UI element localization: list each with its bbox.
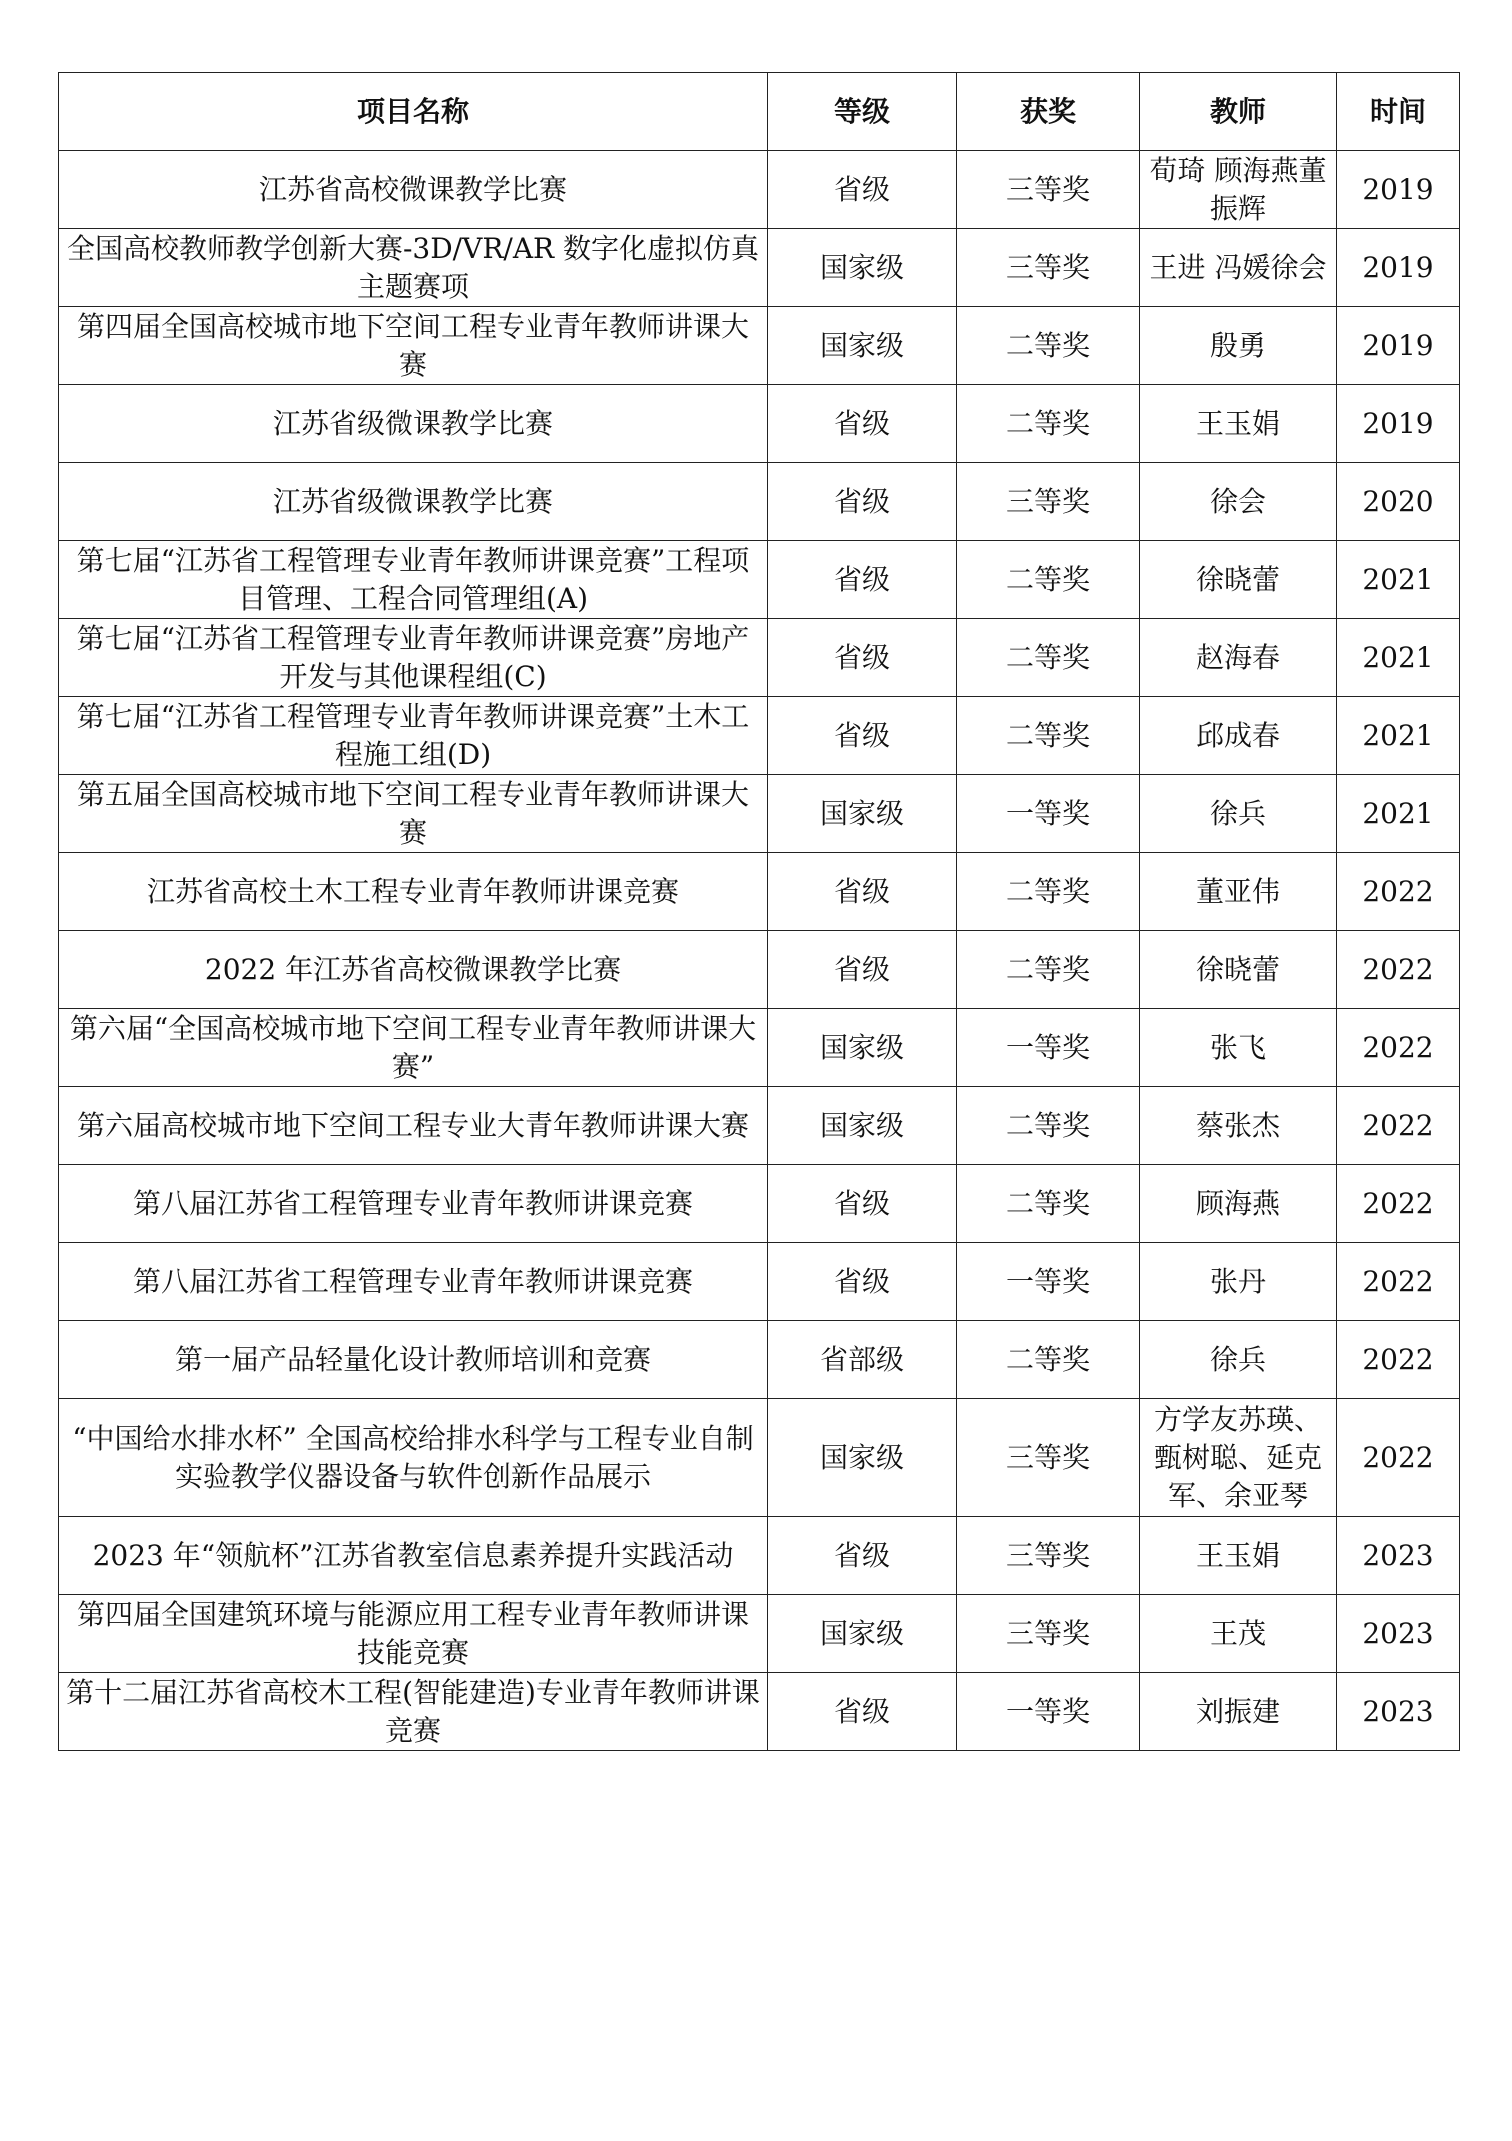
cell-year: 2019 xyxy=(1337,385,1460,463)
cell-year: 2019 xyxy=(1337,151,1460,229)
cell-teacher: 徐兵 xyxy=(1140,775,1337,853)
cell-project-name: 第四届全国高校城市地下空间工程专业青年教师讲课大赛 xyxy=(59,307,768,385)
table-row xyxy=(59,931,1460,1009)
cell-year: 2023 xyxy=(1337,1517,1460,1595)
cell-year: 2022 xyxy=(1337,1009,1460,1087)
header-level: 等级 xyxy=(768,73,957,151)
cell-year: 2022 xyxy=(1337,1321,1460,1399)
table-row xyxy=(59,619,1460,697)
cell-teacher: 殷勇 xyxy=(1140,307,1337,385)
cell-level: 国家级 xyxy=(768,1087,957,1165)
cell-project-name: 江苏省高校土木工程专业青年教师讲课竞赛 xyxy=(59,853,768,931)
cell-project-name: 第七届“江苏省工程管理专业青年教师讲课竞赛”土木工程施工组(D) xyxy=(59,697,768,775)
header-year: 时间 xyxy=(1337,73,1460,151)
table-row xyxy=(59,775,1460,853)
cell-teacher: 荀琦 顾海燕董振辉 xyxy=(1140,151,1337,229)
cell-teacher: 王玉娟 xyxy=(1140,1517,1337,1595)
cell-teacher: 徐兵 xyxy=(1140,1321,1337,1399)
cell-award: 二等奖 xyxy=(957,385,1140,463)
cell-award: 一等奖 xyxy=(957,1243,1140,1321)
cell-level: 省级 xyxy=(768,853,957,931)
cell-project-name: 第七届“江苏省工程管理专业青年教师讲课竞赛”工程项目管理、工程合同管理组(A) xyxy=(59,541,768,619)
table-row xyxy=(59,1595,1460,1673)
table-row xyxy=(59,697,1460,775)
cell-award: 二等奖 xyxy=(957,541,1140,619)
cell-teacher: 张丹 xyxy=(1140,1243,1337,1321)
cell-teacher: 王玉娟 xyxy=(1140,385,1337,463)
cell-project-name: 江苏省高校微课教学比赛 xyxy=(59,151,768,229)
cell-year: 2022 xyxy=(1337,853,1460,931)
cell-award: 三等奖 xyxy=(957,1399,1140,1517)
cell-level: 国家级 xyxy=(768,1009,957,1087)
cell-teacher: 王茂 xyxy=(1140,1595,1337,1673)
cell-level: 国家级 xyxy=(768,1595,957,1673)
cell-teacher: 董亚伟 xyxy=(1140,853,1337,931)
cell-year: 2023 xyxy=(1337,1595,1460,1673)
cell-award: 一等奖 xyxy=(957,775,1140,853)
cell-year: 2019 xyxy=(1337,229,1460,307)
cell-award: 二等奖 xyxy=(957,1321,1140,1399)
cell-project-name: 全国高校教师教学创新大赛-3D/VR/AR 数字化虚拟仿真主题赛项 xyxy=(59,229,768,307)
table-row xyxy=(59,1243,1460,1321)
cell-project-name: 第五届全国高校城市地下空间工程专业青年教师讲课大赛 xyxy=(59,775,768,853)
cell-project-name: 江苏省级微课教学比赛 xyxy=(59,463,768,541)
table-header-row xyxy=(59,73,1460,151)
cell-award: 三等奖 xyxy=(957,1517,1140,1595)
cell-project-name: “中国给水排水杯” 全国高校给排水科学与工程专业自制实验教学仪器设备与软件创新作品展示 xyxy=(59,1399,768,1517)
cell-level: 省部级 xyxy=(768,1321,957,1399)
cell-teacher: 张飞 xyxy=(1140,1009,1337,1087)
cell-project-name: 2022 年江苏省高校微课教学比赛 xyxy=(59,931,768,1009)
cell-year: 2022 xyxy=(1337,931,1460,1009)
cell-teacher: 蔡张杰 xyxy=(1140,1087,1337,1165)
cell-level: 省级 xyxy=(768,541,957,619)
cell-year: 2021 xyxy=(1337,775,1460,853)
cell-teacher: 徐晓蕾 xyxy=(1140,931,1337,1009)
cell-award: 三等奖 xyxy=(957,463,1140,541)
cell-teacher: 徐晓蕾 xyxy=(1140,541,1337,619)
cell-award: 三等奖 xyxy=(957,1595,1140,1673)
table-row xyxy=(59,1321,1460,1399)
cell-year: 2022 xyxy=(1337,1399,1460,1517)
cell-project-name: 第八届江苏省工程管理专业青年教师讲课竞赛 xyxy=(59,1243,768,1321)
cell-teacher: 刘振建 xyxy=(1140,1673,1337,1751)
cell-year: 2021 xyxy=(1337,541,1460,619)
cell-project-name: 第一届产品轻量化设计教师培训和竞赛 xyxy=(59,1321,768,1399)
table-row xyxy=(59,1165,1460,1243)
cell-year: 2021 xyxy=(1337,619,1460,697)
cell-project-name: 江苏省级微课教学比赛 xyxy=(59,385,768,463)
cell-year: 2023 xyxy=(1337,1673,1460,1751)
cell-project-name: 2023 年“领航杯”江苏省教室信息素养提升实践活动 xyxy=(59,1517,768,1595)
table-row xyxy=(59,1517,1460,1595)
cell-year: 2021 xyxy=(1337,697,1460,775)
cell-level: 省级 xyxy=(768,1673,957,1751)
cell-year: 2019 xyxy=(1337,307,1460,385)
table-row xyxy=(59,463,1460,541)
cell-project-name: 第四届全国建筑环境与能源应用工程专业青年教师讲课技能竞赛 xyxy=(59,1595,768,1673)
header-teacher: 教师 xyxy=(1140,73,1337,151)
cell-year: 2022 xyxy=(1337,1243,1460,1321)
cell-level: 省级 xyxy=(768,385,957,463)
cell-award: 一等奖 xyxy=(957,1009,1140,1087)
cell-year: 2020 xyxy=(1337,463,1460,541)
cell-award: 三等奖 xyxy=(957,151,1140,229)
awards-table xyxy=(58,72,1460,1751)
cell-year: 2022 xyxy=(1337,1165,1460,1243)
cell-project-name: 第七届“江苏省工程管理专业青年教师讲课竞赛”房地产开发与其他课程组(C) xyxy=(59,619,768,697)
cell-project-name: 第六届高校城市地下空间工程专业大青年教师讲课大赛 xyxy=(59,1087,768,1165)
cell-teacher: 邱成春 xyxy=(1140,697,1337,775)
table-row xyxy=(59,541,1460,619)
cell-level: 省级 xyxy=(768,619,957,697)
table-row xyxy=(59,385,1460,463)
cell-award: 二等奖 xyxy=(957,1087,1140,1165)
cell-level: 国家级 xyxy=(768,1399,957,1517)
cell-year: 2022 xyxy=(1337,1087,1460,1165)
cell-level: 国家级 xyxy=(768,775,957,853)
cell-teacher: 王进 冯媛徐会 xyxy=(1140,229,1337,307)
table-row xyxy=(59,1009,1460,1087)
cell-award: 二等奖 xyxy=(957,697,1140,775)
cell-teacher: 徐会 xyxy=(1140,463,1337,541)
cell-level: 省级 xyxy=(768,1517,957,1595)
table-row xyxy=(59,229,1460,307)
cell-award: 一等奖 xyxy=(957,1673,1140,1751)
table-row xyxy=(59,1087,1460,1165)
header-award: 获奖 xyxy=(957,73,1140,151)
cell-project-name: 第八届江苏省工程管理专业青年教师讲课竞赛 xyxy=(59,1165,768,1243)
cell-award: 二等奖 xyxy=(957,1165,1140,1243)
table-row xyxy=(59,1673,1460,1751)
header-project-name: 项目名称 xyxy=(59,73,768,151)
table-row xyxy=(59,1399,1460,1517)
cell-project-name: 第十二届江苏省高校木工程(智能建造)专业青年教师讲课竞赛 xyxy=(59,1673,768,1751)
cell-level: 省级 xyxy=(768,931,957,1009)
cell-award: 二等奖 xyxy=(957,931,1140,1009)
table-row xyxy=(59,151,1460,229)
cell-level: 省级 xyxy=(768,1243,957,1321)
cell-teacher: 方学友苏瑛、甄树聪、延克军、余亚琴 xyxy=(1140,1399,1337,1517)
table-row xyxy=(59,307,1460,385)
cell-level: 国家级 xyxy=(768,229,957,307)
cell-award: 三等奖 xyxy=(957,229,1140,307)
table-row xyxy=(59,853,1460,931)
table-body xyxy=(59,151,1460,1751)
cell-teacher: 顾海燕 xyxy=(1140,1165,1337,1243)
cell-level: 省级 xyxy=(768,697,957,775)
cell-award: 二等奖 xyxy=(957,307,1140,385)
cell-award: 二等奖 xyxy=(957,853,1140,931)
cell-level: 省级 xyxy=(768,463,957,541)
cell-level: 国家级 xyxy=(768,307,957,385)
cell-level: 省级 xyxy=(768,1165,957,1243)
cell-award: 二等奖 xyxy=(957,619,1140,697)
cell-teacher: 赵海春 xyxy=(1140,619,1337,697)
cell-level: 省级 xyxy=(768,151,957,229)
cell-project-name: 第六届“全国高校城市地下空间工程专业青年教师讲课大赛” xyxy=(59,1009,768,1087)
